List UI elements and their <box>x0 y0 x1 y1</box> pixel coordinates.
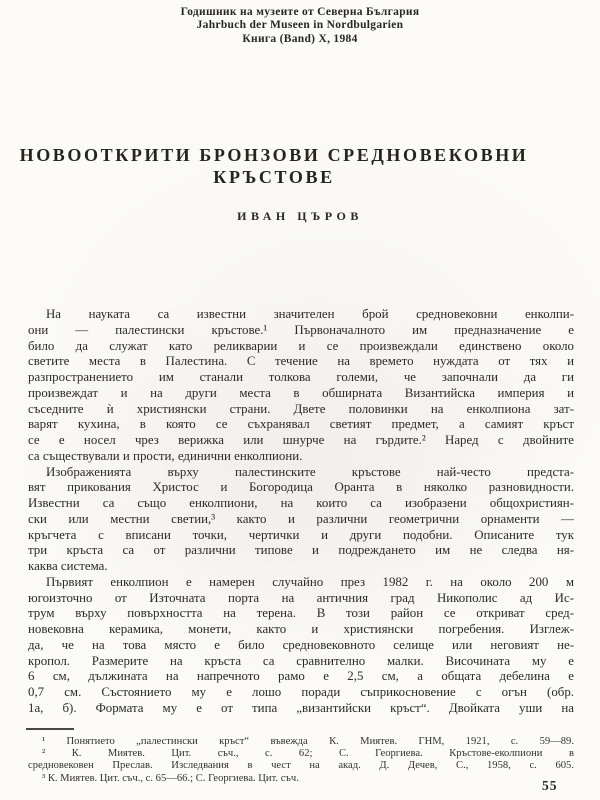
article-title-line-2: КРЪСТОВЕ <box>213 167 335 187</box>
paragraph <box>28 575 574 717</box>
page-number: 55 <box>542 778 558 793</box>
text-line: са съществували и прости, единични енколпиони. <box>28 448 303 463</box>
text-line: они — палестински кръстове.¹ Първоначалното им предназначение е <box>28 322 574 337</box>
paragraph <box>28 748 574 772</box>
text-line: Известни са също енколпиони, на които са изобразени общохристиян- <box>28 496 574 510</box>
text-line: да, че на това място е било средновековното селище или неговият не- <box>28 637 574 652</box>
article-body <box>28 307 574 717</box>
article-title-line-1: НОВООТКРИТИ БРОНЗОВИ СРЕДНОВЕКОВНИ <box>19 145 529 165</box>
text-line: новековна керамика, монети, както и християнски погребения. Изглеж- <box>28 622 574 636</box>
text-line: ски или местни светии,³ както и различни геометрични орнаменти — <box>28 511 574 526</box>
text-line: 0,7 см. Състоянието му е лошо поради съприкосновение с огън (обр. <box>28 685 574 699</box>
paragraph <box>28 465 574 575</box>
text-line: произвеждат и на други места в обширната Византийска империя и <box>28 385 574 400</box>
text-line: се е носел чрез верижка или шнурче на гърдите.² Наред с двойните <box>28 433 574 447</box>
text-line: било да служат като реликварии и се произвеждали единствено около <box>28 338 574 353</box>
paragraph <box>28 773 574 785</box>
text-line: средновековен Преслав. Изследвания в чест на акад. Д. Дечев, С., 1958, с. 605. <box>28 760 574 772</box>
text-line: 1а, б). Формата му е от типа „византийски кръст“. Двойката уши на <box>28 700 574 715</box>
journal-header <box>0 6 600 46</box>
journal-title: Годишник на музеите от Северна България <box>180 6 420 18</box>
text-line: Първият енколпион е намерен случайно през 1982 г. на около 200 м <box>46 574 574 589</box>
text-line: 6 см, дължината на напречното рамо е 2,5 см, а общата дебелина е <box>28 669 574 684</box>
text-line: Изображенията върху палестинските кръстове най-често предста- <box>46 464 574 479</box>
author-name: ИВАН ЦЪРОВ <box>237 209 363 223</box>
journal-volume: Книга (Band) X, 1984 <box>242 32 358 45</box>
journal-title-german: Jahrbuch der Museen in Nordbulgarien <box>196 19 404 32</box>
text-line: варят кухина, в която се съхранявал светият предмет, а самият кръст <box>28 417 574 432</box>
text-line: ² К. Миятев. Цит. съч., с. 62; С. Георгиева. Кръстове-еколпиони в <box>42 748 574 760</box>
text-line: ³ К. Миятев. Цит. съч., с. 65—66.; С. Георгиева. Цит. съч. <box>42 772 299 784</box>
article-title <box>0 144 548 188</box>
text-line: трум върху повърхността на терена. В този район се откриват сред- <box>28 606 574 621</box>
text-line: кропол. Размерите на кръста са сравнително малки. Височината му е <box>28 653 574 668</box>
text-line: съседните ѝ християнски страни. Двете половинки на енколпиона зат- <box>28 401 574 416</box>
footnote-divider <box>26 728 74 730</box>
text-line: разпространението им станали толкова големи, че започнали да ги <box>28 370 574 384</box>
text-line: На науката са известни значителен брой средновековни енколпи- <box>46 307 574 321</box>
text-line: светите места в Палестина. С течение на времето нуждата от тях и <box>28 354 574 369</box>
paragraph <box>28 736 574 748</box>
text-line: три кръста са от различни типове и подреждането им не следва ня- <box>28 543 574 558</box>
footnotes <box>28 736 574 785</box>
text-line: кръгчета с вписани точки, чертички и други подобни. Описаните тук <box>28 527 574 542</box>
text-line: вят прикования Христос и Богородица Оранта в няколко разновидности. <box>28 480 574 495</box>
text-line: югоизточно от Източната порта на античния град Никополис ад Ис- <box>28 590 574 605</box>
text-line: каква система. <box>28 559 108 573</box>
paragraph <box>28 307 574 465</box>
text-line: ¹ Понятието „палестински кръст“ въвежда К. Миятев. ГНМ, 1921, с. 59—89. <box>42 736 574 747</box>
